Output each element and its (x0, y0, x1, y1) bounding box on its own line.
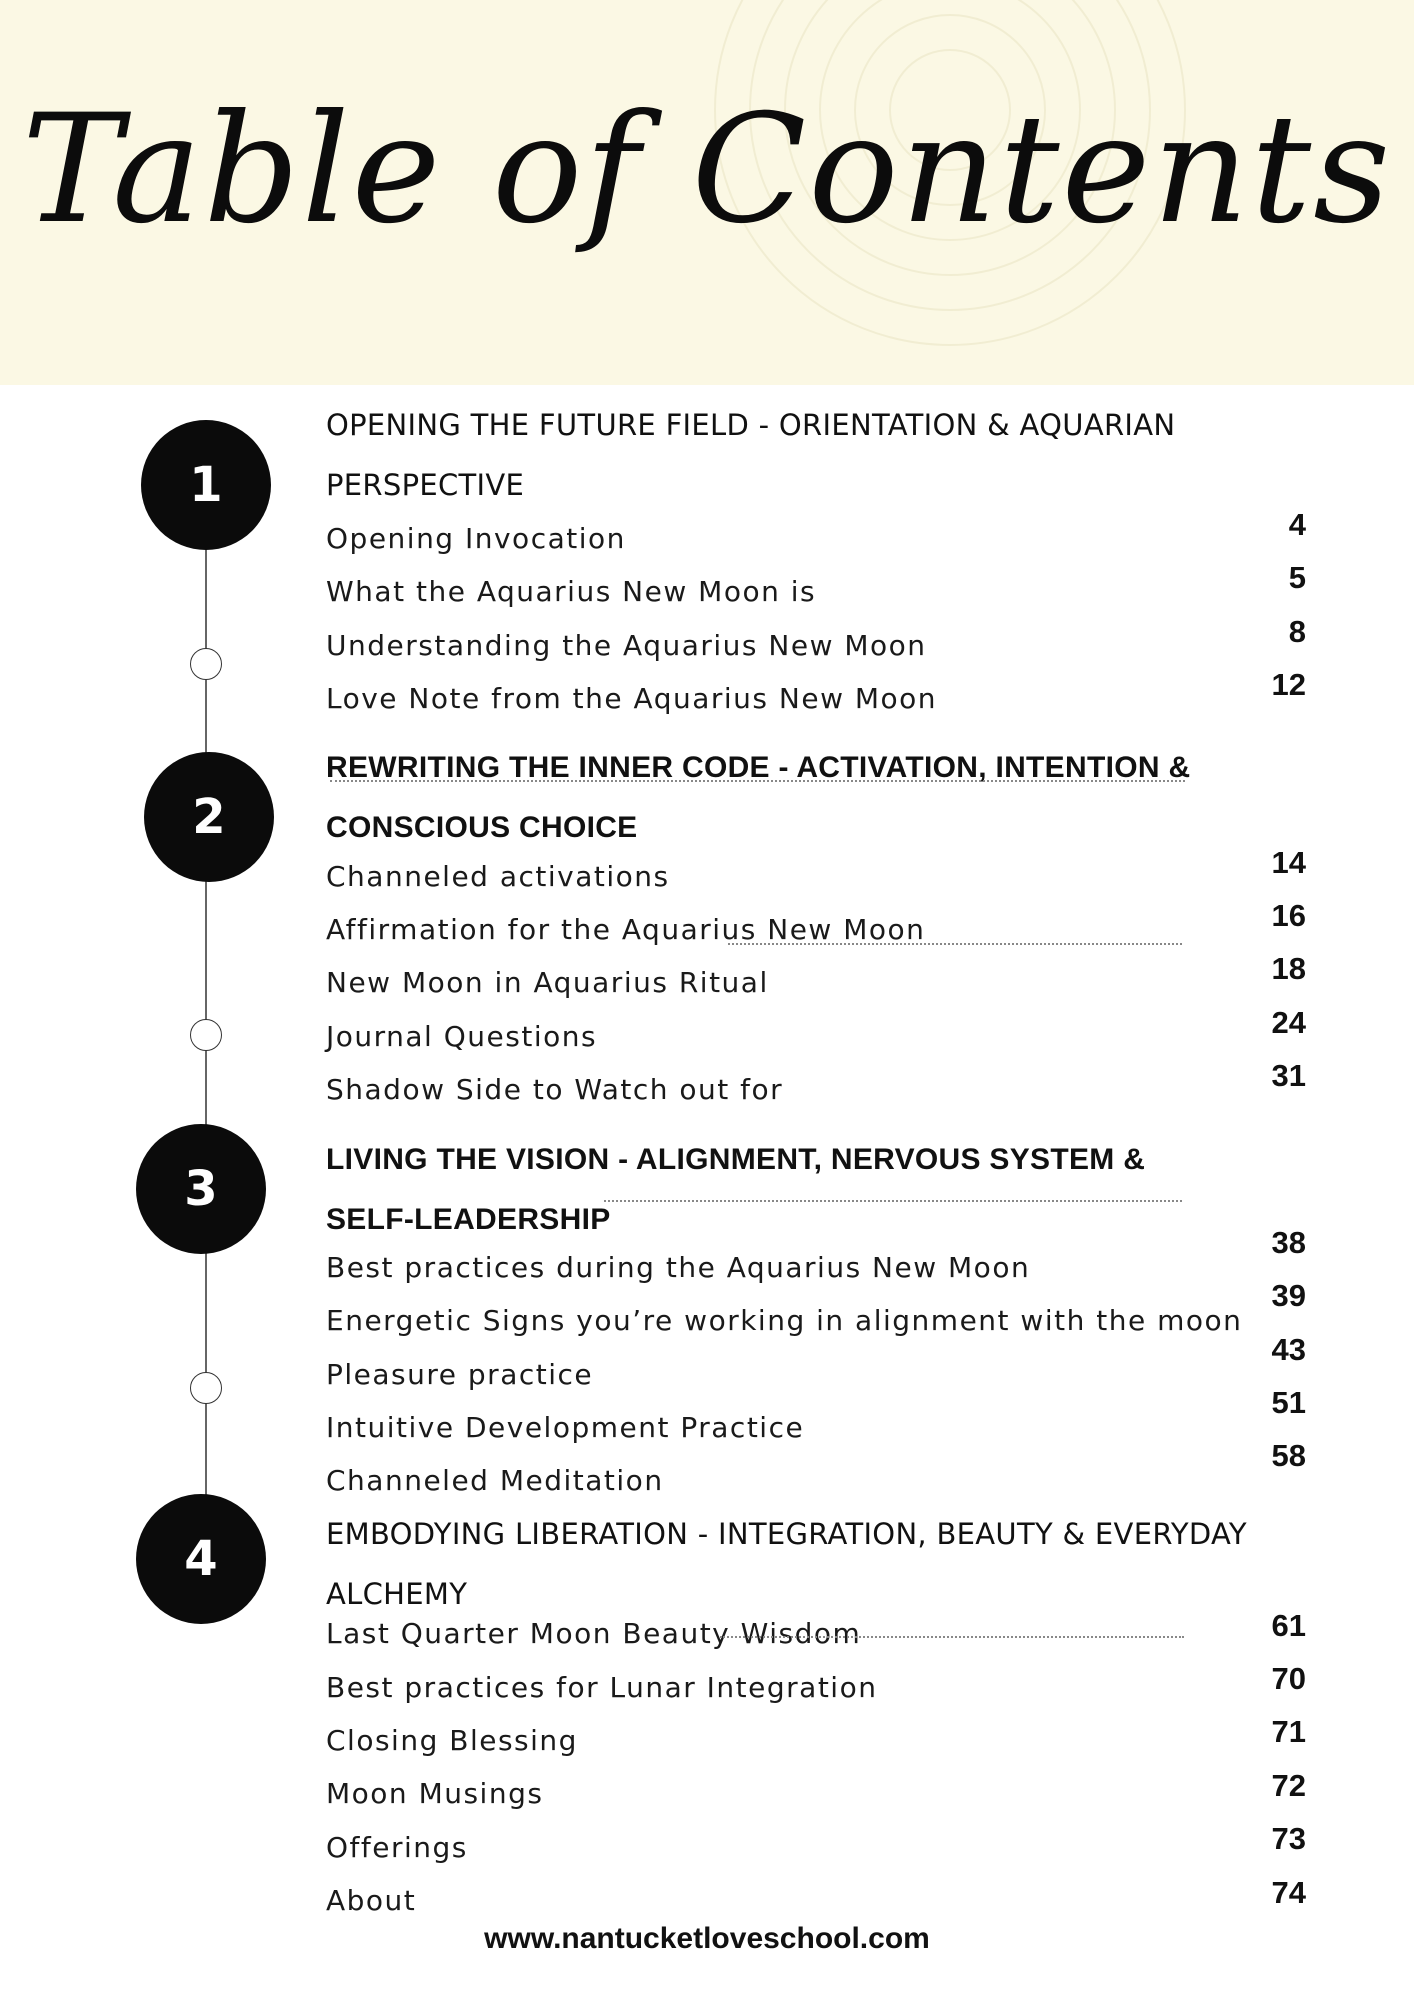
section-2-heading[interactable] (326, 738, 1266, 858)
page-number: 39 (1271, 1278, 1306, 1313)
page-number: 16 (1271, 898, 1306, 933)
section-1-heading-line1: OPENING THE FUTURE FIELD - ORIENTATION & AQUARIAN (326, 408, 1176, 442)
section-badge-4: 4 (136, 1494, 266, 1624)
page-number: 73 (1271, 1821, 1306, 1856)
toc-item[interactable]: Energetic Signs you’re working in alignment with the moon (326, 1304, 1243, 1337)
timeline-node (190, 1019, 222, 1051)
toc-item[interactable]: Moon Musings (326, 1777, 544, 1810)
page-number: 12 (1271, 667, 1306, 702)
dotted-leader (330, 780, 1185, 782)
toc-item[interactable]: Channeled activations (326, 860, 670, 893)
page-number: 38 (1271, 1225, 1306, 1260)
toc-item[interactable]: About (326, 1884, 417, 1917)
page-number: 24 (1271, 1005, 1306, 1040)
section-2-heading-line1: REWRITING THE INNER CODE - ACTIVATION, INTENTION & (326, 751, 1191, 784)
toc-item[interactable]: Channeled Meditation (326, 1464, 664, 1497)
toc-item[interactable]: Opening Invocation (326, 522, 626, 555)
section-2-heading-line2: CONSCIOUS CHOICE (326, 811, 638, 844)
page-number: 4 (1288, 507, 1306, 542)
section-3-heading-line2: SELF-LEADERSHIP (326, 1203, 611, 1236)
page-number: 43 (1271, 1332, 1306, 1367)
toc-item[interactable]: Best practices for Lunar Integration (326, 1671, 878, 1704)
page-number: 61 (1271, 1608, 1306, 1643)
page-number: 5 (1288, 560, 1306, 595)
toc-item[interactable]: Journal Questions (326, 1020, 598, 1053)
page-title: Table of Contents (21, 83, 1393, 257)
section-badge-2: 2 (144, 752, 274, 882)
page-number: 72 (1271, 1768, 1306, 1803)
toc-item[interactable]: Offerings (326, 1831, 468, 1864)
dotted-leader (728, 943, 1182, 945)
page-number: 31 (1271, 1058, 1306, 1093)
dotted-leader (720, 1636, 1184, 1638)
page-number: 71 (1271, 1714, 1306, 1749)
section-1-heading[interactable] (326, 395, 1266, 515)
section-badge-1: 1 (141, 420, 271, 550)
section-1-heading-line2: PERSPECTIVE (326, 468, 525, 502)
toc-item[interactable]: Last Quarter Moon Beauty Wisdom (326, 1617, 862, 1650)
page-number: 8 (1288, 614, 1306, 649)
toc-item[interactable]: Shadow Side to Watch out for (326, 1073, 784, 1106)
footer-url[interactable]: www.nantucketloveschool.com (484, 1922, 930, 1955)
section-badge-3: 3 (136, 1124, 266, 1254)
toc-item[interactable]: Understanding the Aquarius New Moon (326, 629, 927, 662)
toc-item[interactable]: Closing Blessing (326, 1724, 578, 1757)
section-4-heading-line1: EMBODYING LIBERATION - INTEGRATION, BEAUTY & EVERYDAY (326, 1517, 1247, 1551)
toc-item[interactable]: Intuitive Development Practice (326, 1411, 805, 1444)
toc-item[interactable]: Affirmation for the Aquarius New Moon (326, 913, 926, 946)
toc-item[interactable]: Love Note from the Aquarius New Moon (326, 682, 938, 715)
timeline-node (190, 1372, 222, 1404)
toc-item[interactable]: What the Aquarius New Moon is (326, 575, 817, 608)
section-4-heading[interactable] (326, 1504, 1266, 1624)
page-number: 74 (1271, 1875, 1306, 1910)
toc-item[interactable]: Pleasure practice (326, 1358, 594, 1391)
page-number: 58 (1271, 1438, 1306, 1473)
page-number: 70 (1271, 1661, 1306, 1696)
page-number: 14 (1271, 845, 1306, 880)
dotted-leader (604, 1200, 1182, 1202)
page-number: 18 (1271, 951, 1306, 986)
timeline-node (190, 648, 222, 680)
section-3-heading-line1: LIVING THE VISION - ALIGNMENT, NERVOUS SYSTEM & (326, 1143, 1146, 1176)
page-number: 51 (1271, 1385, 1306, 1420)
toc-item[interactable]: New Moon in Aquarius Ritual (326, 966, 769, 999)
toc-item[interactable]: Best practices during the Aquarius New Moon (326, 1251, 1031, 1284)
section-3-heading[interactable] (326, 1130, 1266, 1250)
section-4-heading-line2: ALCHEMY (326, 1577, 468, 1611)
